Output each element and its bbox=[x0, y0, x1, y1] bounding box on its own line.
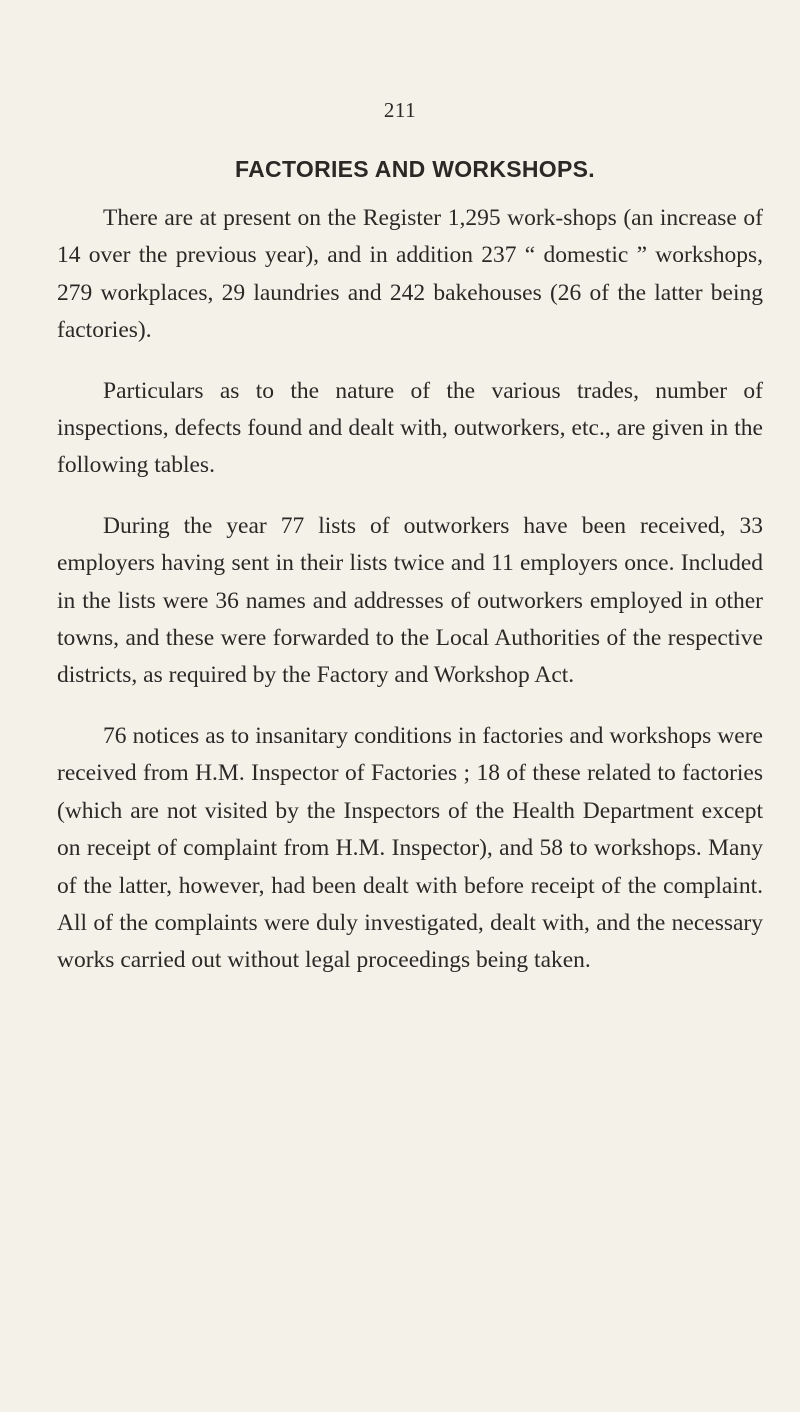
body-text bbox=[57, 200, 763, 1003]
paragraph-register: There are at present on the Register 1,295 work-shops (an increase of 14 over the previous year), and in addition 237 “ domestic ” workshops, 279 workplaces, 29 laundries and 242 bakehouses (26 of the latter being factories). bbox=[57, 205, 763, 344]
paragraph-notices: 76 notices as to insanitary conditions in factories and workshops were received from H.M. Inspector of Factories ; 18 of these related to factories (which are not visited by the Inspectors of the Health Department except on receipt of complaint from H.M. Inspector), and 58 to workshops. Many of the latter, however, had been dealt with before receipt of the complaint. All of the complaints were duly investigated, dealt with, and the necessary works carried out without legal proceedings being taken. bbox=[57, 722, 763, 974]
paragraph-outworkers: During the year 77 lists of outworkers have been received, 33 employers having sent in their lists twice and 11 employers once. Included in the lists were 36 names and addresses of outworkers employed in other towns, and these were forwarded to the Local Authorities of the respective districts, as required by the Factory and Workshop Act. bbox=[57, 512, 763, 689]
paragraph-particulars: Particulars as to the nature of the various trades, number of inspections, defects found and dealt with, outworkers, etc., are given in the following tables. bbox=[57, 377, 763, 479]
page-number: 211 bbox=[383, 98, 417, 122]
section-heading: FACTORIES AND WORKSHOPS. bbox=[235, 156, 595, 182]
